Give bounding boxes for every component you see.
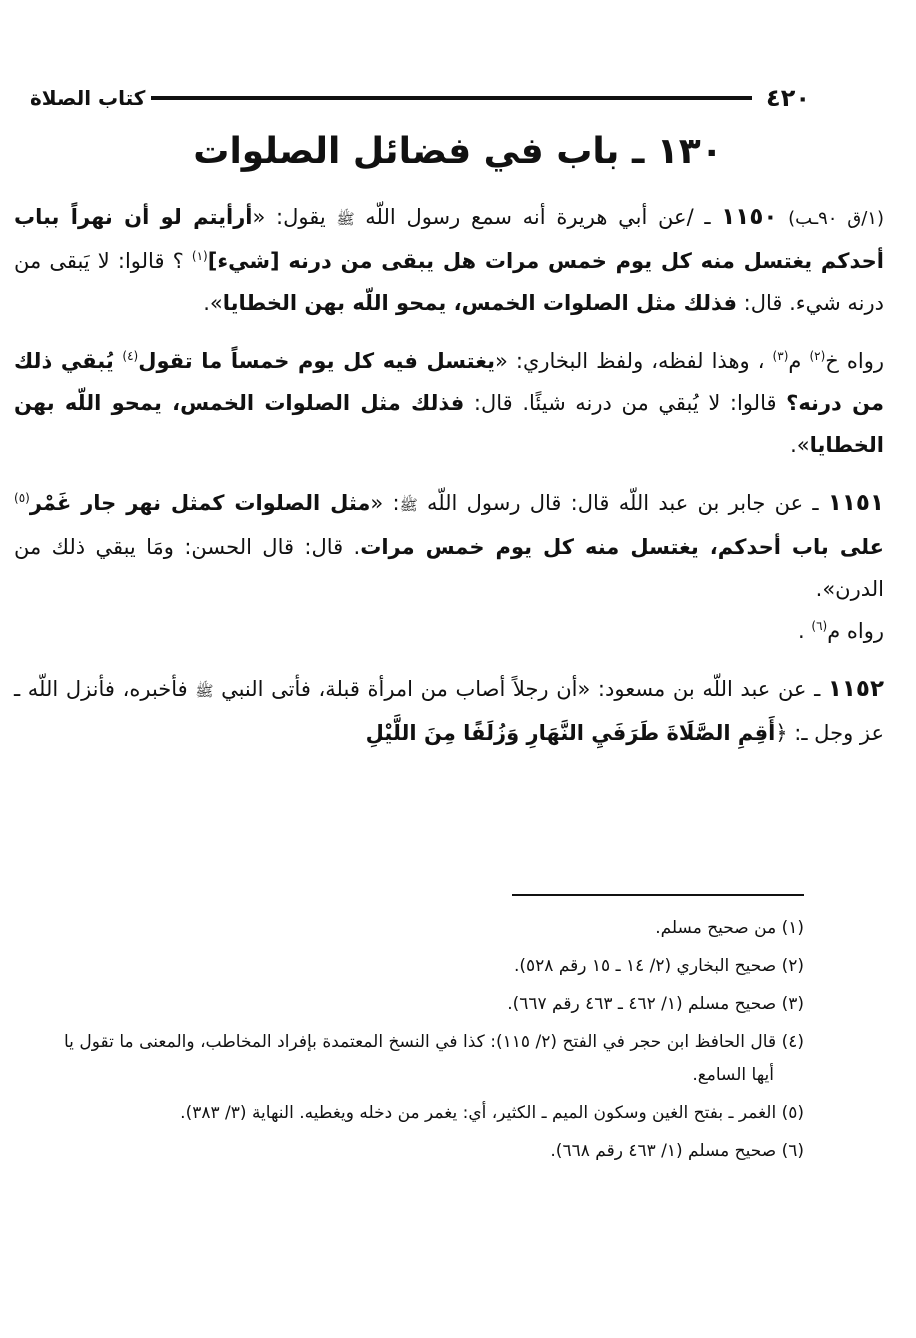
footnote-1: (١) من صحيح مسلم.: [655, 918, 804, 938]
riwaya-text: رواه م: [827, 619, 884, 643]
hadith-matn: مثل الصلوات كمثل نهر جار غَمْر: [29, 491, 371, 515]
manuscript-margin-ref: (١/ق ٩٠ـب): [788, 208, 884, 229]
footnote-3: (٣) صحيح مسلم (١/ ٤٦٢ ـ ٤٦٣ رقم ٦٦٧).: [507, 994, 804, 1014]
hadith-text: قالوا: لا يَبقى من درنه شيء. قال:: [14, 249, 884, 315]
footnote-6: (٦) صحيح مسلم (١/ ٤٦٣ رقم ٦٦٨).: [550, 1141, 804, 1161]
footnote-2: (٢) صحيح البخاري (٢/ ١٤ ـ ١٥ رقم ٥٢٨).: [513, 956, 804, 976]
salla-ligature: ﷺ: [399, 496, 418, 514]
footnote-4: (٤) قال الحافظ ابن حجر في الفتح (٢/ ١١٥): كذا في النسخ المعتمدة بإفراد المخاطب، والمعنى ما تقول يا أيها السامع.: [64, 1032, 804, 1085]
quran-verse: أَقِمِ الصَّلَاةَ طَرَفَيِ النَّهَارِ وَزُلَفًا مِنَ اللَّيْلِ: [365, 721, 776, 745]
hadith-1151: [14, 482, 884, 652]
hadith-number: ١١٥١: [827, 490, 884, 516]
salla-ligature: ﷺ: [195, 682, 214, 700]
hadith-1150: [14, 196, 884, 324]
footnotes: [64, 912, 804, 1173]
header-rule: [151, 96, 752, 100]
footnote-ref: (٤): [122, 349, 139, 363]
main-text: [14, 196, 884, 770]
riwaya-text: قالوا: لا يُبقي من درنه شيئًا. قال:: [464, 391, 787, 415]
book-title: كتاب الصلاة: [30, 86, 146, 110]
hadith-matn: فذلك مثل الصلوات الخمس، يمحو اللّه بهن الخطايا: [14, 391, 884, 457]
salla-ligature: ﷺ: [336, 210, 355, 228]
footnote-ref: (٦): [811, 619, 828, 633]
hadith-intro: ـ عن جابر بن عبد اللّه قال: قال رسول اللّه: [417, 491, 828, 515]
hadith-text: ؟: [172, 249, 192, 273]
hadith-matn: أرأيتم لو أن نهراً بباب أحدكم يغتسل منه كل يوم خمس مرات هل يبقى من درنه [شيء]: [14, 205, 884, 273]
riwaya-text: ، وهذا لفظه، ولفظ البخاري: «: [494, 349, 773, 373]
hadith-number: ١١٥٠: [721, 204, 778, 230]
hadith-text: ».: [203, 291, 223, 315]
footnote-ref: (٢): [809, 349, 826, 363]
footnote-ref: (١): [191, 249, 208, 263]
hadith-number: ١١٥٢: [827, 676, 885, 702]
footnote-ref: (٥): [14, 491, 30, 505]
riwaya-text: .: [798, 619, 812, 643]
hadith-matn: يغتسل فيه كل يوم خمساً ما تقول: [138, 349, 495, 373]
footnote-5: (٥) الغمر ـ بفتح الغين وسكون الميم ـ الكثير، أي: يغمر من دخله ويغطيه. النهاية (٣/ ٣٨٣).: [180, 1103, 804, 1123]
hadith-text: : «: [370, 491, 400, 515]
footnote-ref: (٣): [772, 349, 789, 363]
hadith-says: يقول: «: [252, 205, 337, 229]
hadith-1152: [14, 668, 884, 754]
hadith-intro: ـ عن عبد اللّه بن مسعود: «أن رجلاً أصاب من امرأة قبلة، فأتى النبي: [213, 677, 828, 701]
running-header: [30, 78, 810, 118]
riwaya-1150: [14, 340, 884, 466]
hadith-intro: ـ /عن أبي هريرة أنه سمع رسول اللّه: [354, 205, 722, 229]
chapter-title: ١٣٠ ـ باب في فضائل الصلوات: [193, 131, 723, 172]
riwaya-text: ».: [790, 433, 810, 457]
page-number: ٤٢٠: [766, 84, 810, 112]
hadith-matn: على باب أحدكم، يغتسل منه كل يوم خمس مرات: [360, 535, 884, 559]
hadith-matn: يُبقي ذلك من درنه؟: [14, 349, 884, 415]
riwaya-text: م: [788, 349, 810, 373]
hadith-matn: فذلك مثل الصلوات الخمس، يمحو اللّه بهن الخطايا: [222, 291, 737, 315]
hadith-text: فأخبره، فأنزل اللّه ـ عز وجل ـ: ﴿: [14, 677, 884, 745]
footnote-separator: [512, 894, 804, 896]
riwaya-text: رواه خ: [825, 349, 884, 373]
hadith-text: . قال: قال الحسن: ومَا يبقي ذلك من الدرن».: [14, 535, 884, 601]
